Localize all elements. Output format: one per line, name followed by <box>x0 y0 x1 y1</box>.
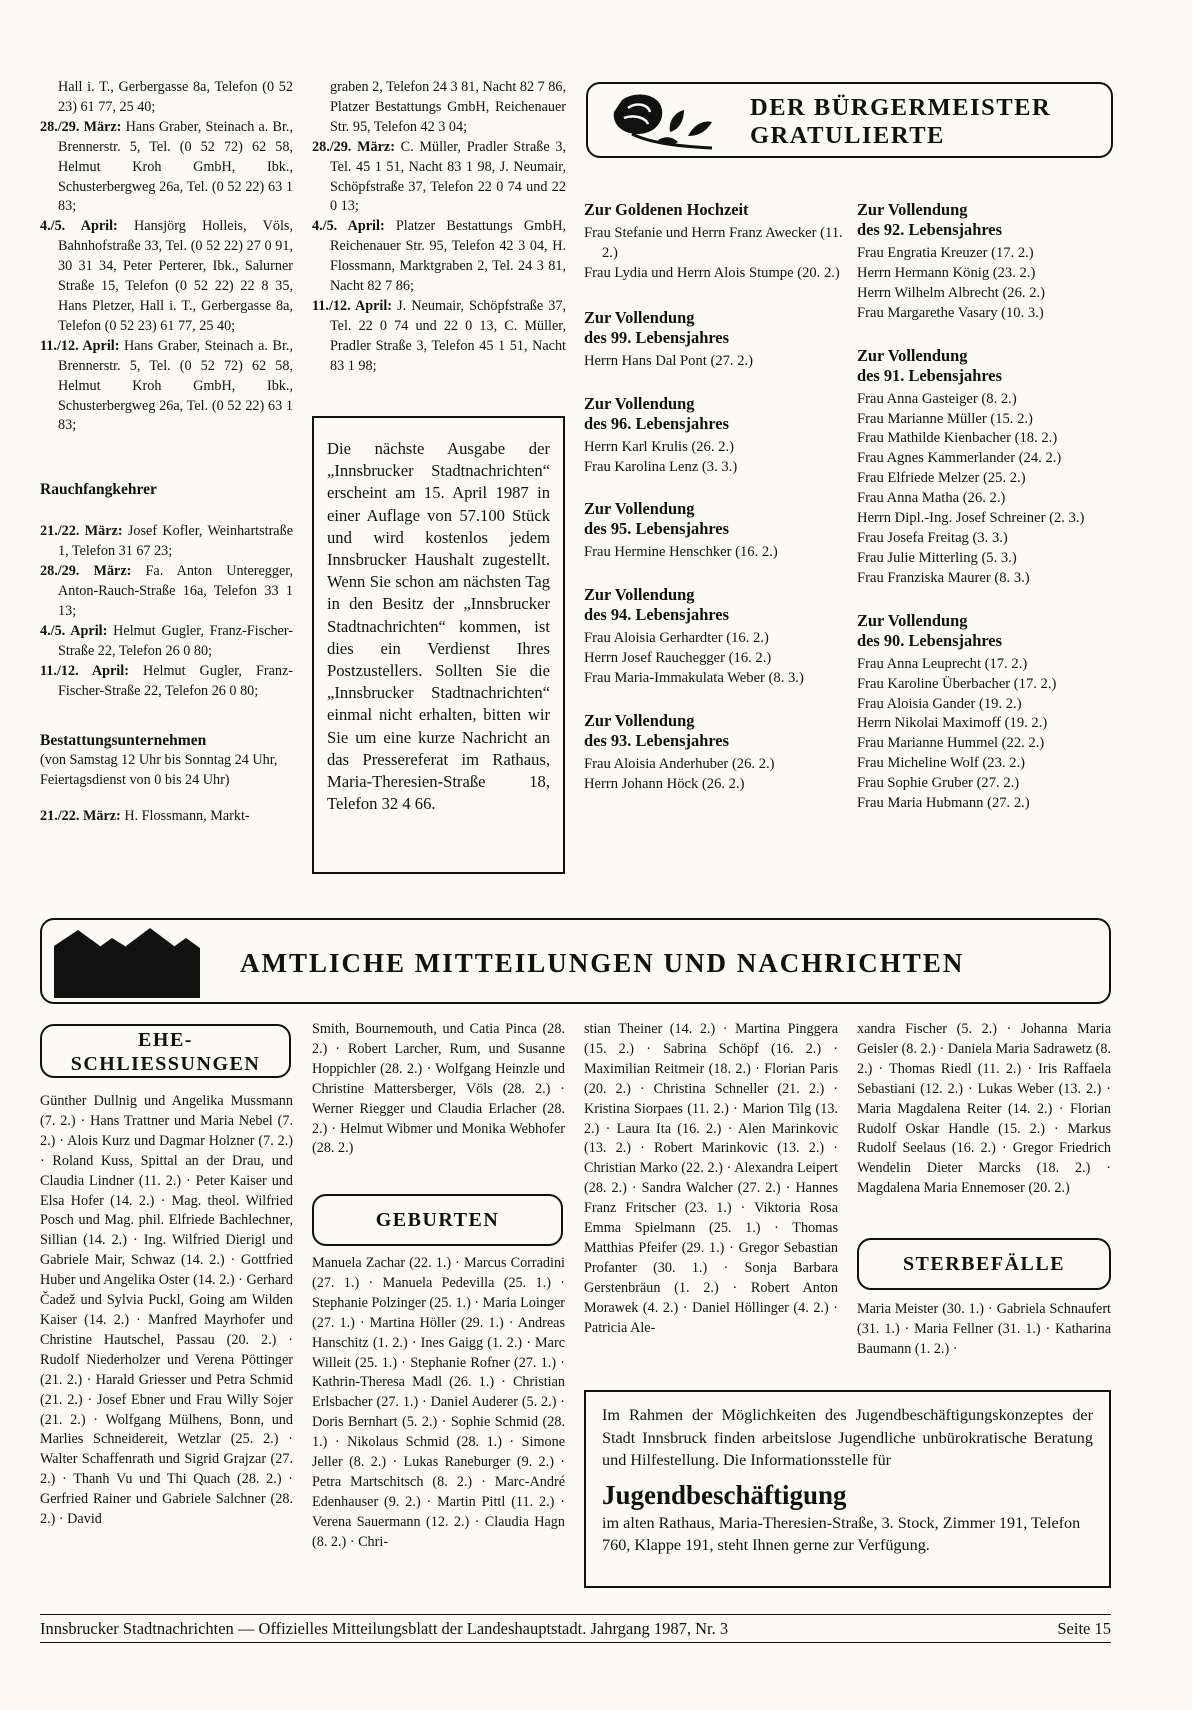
congrats-subheading: des 90. Lebensjahres <box>857 630 1002 650</box>
schedule-entry <box>312 78 566 138</box>
congrats-name: Frau Micheline Wolf (23. 2.) <box>857 755 1025 772</box>
geburten-heading: GEBURTEN <box>375 1209 500 1231</box>
congrats-name: Herrn Josef Rauchegger (16. 2.) <box>584 650 772 667</box>
entry-text: J. Neumair, Schöpfstraße 37, Tel. 22 0 74 und 22 0 13, C. Müller, Pradler Straße 3, Telefon 45 1 51, Nacht 83 1 98; <box>330 297 566 374</box>
sterbe-heading-box <box>857 1238 1111 1290</box>
entry-text: Hans Graber, Steinach a. Br., Brennerstr. 5, Tel. (0 52 72) 62 58, Helmut Kroh GmbH, Ibk., Schusterbergweg 26a, Tel. (0 52 22) 63 1 83; <box>58 118 294 215</box>
congrats-subheading: des 93. Lebensjahres <box>584 731 729 751</box>
congrats-name: Frau Maria Hubmann (27. 2.) <box>857 795 1030 812</box>
mayor-header <box>586 82 1113 158</box>
congrats-group <box>584 308 846 372</box>
jugend-box <box>584 1390 1111 1588</box>
bestattung-heading: Bestattungsunternehmen <box>40 732 207 750</box>
geburten-text-col4: xandra Fischer (5. 2.) · Johanna Maria Geisler (8. 2.) · Daniela Maria Sadrawetz (8. 2.) · Thomas Riedl (11. 2.) · Iris Raffaela Sebastiani (12. 2.) · Lukas Weber (13. 2.) · Maria Magdalena Reiter (14. 2.) · Florian Rudolf Oskar Handle (15. 2.) · Markus Rudolf Seelaus (16. 2.) · Gregor Friedrich Wendelin Dieter Marcks (18. 2.) · Magdalena Maria Ennemoser (20. 2.) <box>857 1021 1111 1197</box>
entry-text: C. Müller, Pradler Straße 3, Tel. 45 1 51, Nacht 83 1 98, J. Neumair, Schöpfstraße 37, Telefon 22 0 74 und 22 0 13; <box>330 138 566 215</box>
congrats-name: Herrn Karl Krulis (26. 2.) <box>584 438 734 455</box>
rauchfangkehrer-entries <box>40 522 293 701</box>
bestattung-entry: 21./22. März: H. Flossmann, Markt- <box>40 808 250 825</box>
entry-date: 28./29. März: <box>40 563 132 580</box>
congrats-group <box>584 711 846 795</box>
congrats-name: Frau Anna Matha (26. 2.) <box>857 490 1006 507</box>
entry-text: Fa. Anton Unteregger, Anton-Rauch-Straße 16a, Telefon 33 1 13; <box>58 563 293 619</box>
congrats-heading: Zur Vollendung <box>584 585 695 605</box>
congrats-subheading: des 94. Lebensjahres <box>584 605 729 625</box>
entry-date: 21./22. März: <box>40 523 123 540</box>
congrats-name: Frau Agnes Kammerlander (24. 2.) <box>857 450 1062 467</box>
congrats-name: Herrn Wilhelm Albrecht (26. 2.) <box>857 284 1046 301</box>
congrats-name: Herrn Hermann König (23. 2.) <box>857 264 1036 281</box>
entry-date: 11./12. April: <box>40 662 129 679</box>
congrats-name: Frau Margarethe Vasary (10. 3.) <box>857 304 1044 321</box>
footer-rule <box>40 1614 1111 1615</box>
houses-icon <box>52 924 202 1000</box>
ehe-text-col1: Günther Dullnig und Angelika Mussmann (7. 2.) · Hans Trattner und Maria Nebel (7. 2.) · Alois Kurz und Dagmar Holzner (7. 2.) · Roland Kuss, Spittal an der Drau, und Claudia Lindner (11. 2.) · Peter Kaiser und Elsa Hofer (14. 2.) · Mag. theol. Wilfried Posch und Mag. phil. Elfriede Bachlechner, Sillian (14. 2.) · Ing. Wilfried Dierigl und Gabriele Mair, Schwaz (14. 2.) · Gottfried Huber und Angelika Oster (14. 2.) · Gerhard Čadež und Sylvia Puckl, Going am Wilden Kaiser (14. 2.) · Manfred Mayrhofer und Christine Hautschel, Passau (20. 2.) · Rudolf Niederholzer und Verena Pöttinger (21. 2.) · Harald Griesser und Petra Schmid (21. 2.) · Josef Ebner und Frau Willy Sojer (21. 2.) · Wolfgang Mülhens, Bonn, und Marlies Schneidereit, Wetzlar (25. 2.) · Walter Schaffenrath und Sigrid Grajzar (27. 2.) · Thanh Vu und Thi Quach (28. 2.) · Gerfried Rainer und Gabriele Salchner (28. 2.) · David <box>40 1093 293 1528</box>
entry-text: Helmut Gugler, Franz-Fischer-Straße 22, Telefon 26 0 80; <box>58 662 293 699</box>
congrats-heading: Zur Vollendung <box>584 307 695 327</box>
congrats-group <box>857 611 1115 814</box>
congrats-name: Frau Mathilde Kienbacher (18. 2.) <box>857 430 1058 447</box>
ehe-heading: EHE- SCHLIESSUNGEN <box>70 1029 261 1075</box>
col1-entries <box>40 78 293 436</box>
congrats-subheading: des 96. Lebensjahres <box>584 413 729 433</box>
congrats-name: Herrn Johann Höck (26. 2.) <box>584 775 745 792</box>
congrats-name: Frau Marianne Hummel (22. 2.) <box>857 735 1045 752</box>
schedule-entry <box>40 662 293 702</box>
congrats-subheading: des 95. Lebensjahres <box>584 519 729 539</box>
congrats-name: Frau Elfriede Melzer (25. 2.) <box>857 470 1026 487</box>
entry-text: Josef Kofler, Weinhartstraße 1, Telefon 31 67 23; <box>58 523 293 560</box>
geburten-text-col2: Manuela Zachar (22. 1.) · Marcus Corradini (27. 1.) · Manuela Pedevilla (25. 1.) · Stephanie Polzinger (25. 1.) · Maria Loinger (27. 1.) · Martina Höller (29. 1.) · Andreas Hanschitz (1. 2.) · Ines Gaigg (1. 2.) · Marc Willeit (25. 1.) · Stephanie Rofner (27. 1.) · Kathrin-Theresa Madl (26. 1.) · Christian Erlsbacher (27. 1.) · Daniel Auderer (5. 2.) · Doris Bernhart (5. 2.) · Sophie Schmid (28. 1.) · Nikolaus Schmid (28. 1.) · Simone Jeller (8. 2.) · Lukas Raneburger (9. 2.) · Petra Martschitsch (8. 2.) · Marc-André Edenhauser (9. 2.) · Martin Pittl (11. 2.) · Verena Sauermann (12. 2.) · Claudia Hagn (8. 2.) · Chri- <box>312 1255 565 1550</box>
col2-top <box>312 78 566 377</box>
sterbe-heading: STERBEFÄLLE <box>902 1253 1066 1275</box>
rauchfangkehrer-heading: Rauchfangkehrer <box>40 481 157 499</box>
rose-icon <box>602 92 722 152</box>
entry-text: Hall i. T., Gerbergasse 8a, Telefon (0 52 23) 61 77, 25 40; <box>58 79 293 115</box>
congrats-subheading: des 91. Lebensjahres <box>857 365 1002 385</box>
entry-date: 11./12. April: <box>312 297 393 314</box>
col2-entries <box>312 78 566 377</box>
congrats-name: Frau Aloisia Anderhuber (26. 2.) <box>584 756 775 773</box>
ehe-text-col2: Smith, Bournemouth, und Catia Pinca (28. 2.) · Robert Larcher, Rum, und Susanne Hoppichler (28. 2.) · Wolfgang Heinzle und Christine Mattersberger, Völs (28. 2.) · Werner Riegger und Claudia Erlacher (28. 2.) · Helmut Wibmer und Monika Webhofer (28. 2.) <box>312 1021 565 1157</box>
congrats-heading: Zur Vollendung <box>857 345 968 365</box>
congrats-heading: Zur Vollendung <box>584 711 695 731</box>
congrats-name: Frau Lydia und Herrn Alois Stumpe (20. 2.) <box>584 264 840 281</box>
congrats-name: Frau Josefa Freitag (3. 3.) <box>857 529 1008 546</box>
schedule-entry <box>40 622 293 662</box>
footer-rule-bottom <box>40 1642 1111 1643</box>
congrats-name: Frau Franziska Maurer (8. 3.) <box>857 569 1030 586</box>
sterbe-text: Maria Meister (30. 1.) · Gabriela Schnaufert (31. 1.) · Maria Fellner (31. 1.) · Katharina Baumann (1. 2.) · <box>857 1301 1111 1357</box>
congrats-name: Frau Aloisia Gerhardter (16. 2.) <box>584 630 769 647</box>
entry-date: 28./29. März: <box>40 118 122 135</box>
schedule-entry <box>40 337 293 437</box>
entry-date: 11./12. April: <box>40 337 120 354</box>
congrats-name: Frau Aloisia Gander (19. 2.) <box>857 695 1022 712</box>
congrats-name: Frau Julie Mitterling (5. 3.) <box>857 549 1017 566</box>
congrats-name: Herrn Dipl.-Ing. Josef Schreiner (2. 3.) <box>857 510 1085 527</box>
congrats-name: Frau Stefanie und Herrn Franz Awecker (11. 2.) <box>584 225 843 261</box>
schedule-entry <box>312 138 566 218</box>
schedule-entry <box>40 118 293 218</box>
congrats-name: Herrn Nikolai Maximoff (19. 2.) <box>857 715 1048 732</box>
congrats-name: Frau Anna Gasteiger (8. 2.) <box>857 390 1017 407</box>
congrats-heading: Zur Vollendung <box>584 499 695 519</box>
entry-date: 4./5. April: <box>312 218 385 235</box>
bestattung-note: (von Samstag 12 Uhr bis Sonntag 24 Uhr, Feiertagsdienst von 0 bis 24 Uhr) <box>40 752 278 789</box>
entry-date: 28./29. März: <box>312 138 395 155</box>
entry-date: 4./5. April: <box>40 218 118 235</box>
congrats-heading: Zur Vollendung <box>857 610 968 630</box>
schedule-entry <box>312 297 566 377</box>
geburten-text-col3: stian Theiner (14. 2.) · Martina Pinggera (15. 2.) · Sabrina Schöpf (16. 2.) · Maximilian Reitmeir (18. 2.) · Florian Paris (20. 2.) · Christina Schneller (21. 2.) · Kristina Siorpaes (11. 2.) · Marion Tilg (13. 2.) · Laura Ita (16. 2.) · Alen Marinkovic (13. 2.) · Robert Marinkovic (13. 2.) · Christian Marko (22. 2.) · Alexandra Leipert (28. 2.) · Sandra Walcher (27. 2.) · Hannes Franz Fritscher (23. 1.) · Viktoria Rosa Emma Spielmann (25. 1.) · Thomas Matthias Pfeifer (29. 1.) · Gregor Sebastian Profanter (30. 1.) · Sonja Barbara Gerstenbräun (1. 2.) · Robert Anton Morawek (4. 2.) · Daniel Höllinger (4. 2.) · Patricia Ale- <box>584 1021 838 1336</box>
congrats-group <box>584 394 846 478</box>
jugend-intro: Im Rahmen der Möglichkeiten des Jugendbeschäftigungskonzeptes der Stadt Innsbruck finden arbeitslose Jugendliche unbürokratische Beratung und Hilfestellung. Die Informationsstelle für <box>602 1406 1093 1469</box>
entry-text: Hans Graber, Steinach a. Br., Brennerstr. 5, Tel. (0 52 72) 62 58, Helmut Kroh GmbH, Ibk., Schusterbergweg 26a, Tel. (0 52 22) 63 1 83; <box>58 337 293 434</box>
schedule-entry <box>40 562 293 622</box>
congrats-subheading: des 99. Lebensjahres <box>584 327 729 347</box>
congrats-group <box>857 346 1115 589</box>
congrats-name: Frau Karoline Überbacher (17. 2.) <box>857 675 1057 692</box>
congrats-name: Frau Maria-Immakulata Weber (8. 3.) <box>584 670 804 687</box>
entry-text: Hansjörg Holleis, Völs, Bahnhofstraße 33, Tel. (0 52 22) 27 0 91, 30 31 34, Peter Perterer, Ibk., Salurner Straße 15, Telefon (0 52 22) 22 8 35, Hans Pletzer, Hall i. T., Gerbergasse 8a, Telefon (0 52 23) 61 77, 25 40; <box>58 218 293 334</box>
schedule-entry <box>40 78 293 118</box>
congrats-name: Frau Sophie Gruber (27. 2.) <box>857 775 1020 792</box>
schedule-entry <box>40 217 293 336</box>
entry-text: Helmut Gugler, Franz-Fischer-Straße 22, Telefon 26 0 80; <box>58 622 294 659</box>
congrats-name: Frau Engratia Kreuzer (17. 2.) <box>857 245 1034 261</box>
notice-box <box>312 416 565 874</box>
congrats-group <box>584 499 846 563</box>
col1-top <box>40 78 293 827</box>
footer-left: Innsbrucker Stadtnachrichten — Offizielles Mitteilungsblatt der Landeshauptstadt. Jahrgang 1987, Nr. 3 <box>40 1619 729 1638</box>
notice-text: Die nächste Ausgabe der „Innsbrucker Stadtnachrichten“ erscheint am 15. April 1987 in einer Auflage von 57.100 Stück und wird kostenlos jedem Innsbrucker Haushalt zugestellt. Wenn Sie schon am nächsten Tag in den Besitz der „Innsbrucker Stadtnachrichten“ kommen, ist dies ein Verdienst Ihres Postzustellers. Sollten Sie die „Innsbrucker Stadtnachrichten“ einmal nicht erhalten, bitten wir Sie um eine kurze Nachricht an das Pressereferat im Rathaus, Maria-Theresien-Straße 18, Telefon 32 4 66. <box>327 439 550 814</box>
mayor-title: DER BÜRGERMEISTER GRATULIERTE <box>750 94 1052 149</box>
jugend-text: im alten Rathaus, Maria-Theresien-Straße, 3. Stock, Zimmer 191, Telefon 760, Klappe 191, steht Ihnen gerne zur Verfügung. <box>602 1513 1081 1554</box>
mayor-right-column <box>857 200 1115 836</box>
entry-date: 4./5. April: <box>40 622 108 639</box>
congrats-name: Frau Marianne Müller (15. 2.) <box>857 410 1033 427</box>
congrats-heading: Zur Vollendung <box>857 200 968 219</box>
jugend-title: Jugendbeschäftigung <box>602 1479 847 1510</box>
congrats-name: Frau Hermine Henschker (16. 2.) <box>584 544 778 561</box>
ehe-heading-box <box>40 1024 291 1078</box>
schedule-entry <box>40 522 293 562</box>
congrats-group <box>857 200 1115 324</box>
congrats-subheading: des 92. Lebensjahres <box>857 220 1002 239</box>
congrats-group <box>584 200 846 284</box>
geburten-heading-box <box>312 1194 563 1246</box>
congrats-name: Frau Anna Leuprecht (17. 2.) <box>857 655 1028 672</box>
official-banner <box>40 918 1111 1004</box>
congrats-name: Frau Karolina Lenz (3. 3.) <box>584 458 738 475</box>
congrats-heading: Zur Goldenen Hochzeit <box>584 200 749 219</box>
mayor-left-column <box>584 200 846 817</box>
entry-text: graben 2, Telefon 24 3 81, Nacht 82 7 86, Platzer Bestattungs GmbH, Reichenauer Str. 95, Telefon 42 3 04; <box>330 79 566 135</box>
congrats-group <box>584 585 846 689</box>
banner-title: AMTLICHE MITTEILUNGEN UND NACHRICHTEN <box>240 948 965 978</box>
congrats-heading: Zur Vollendung <box>584 393 695 413</box>
entry-text: Platzer Bestattungs GmbH, Reichenauer Str. 95, Telefon 42 3 04, H. Flossmann, Marktgraben 2, Tel. 24 3 81, Nacht 82 7 86; <box>330 218 566 295</box>
congrats-name: Herrn Hans Dal Pont (27. 2.) <box>584 352 754 369</box>
schedule-entry <box>312 217 566 297</box>
page-number: Seite 15 <box>1057 1619 1111 1638</box>
